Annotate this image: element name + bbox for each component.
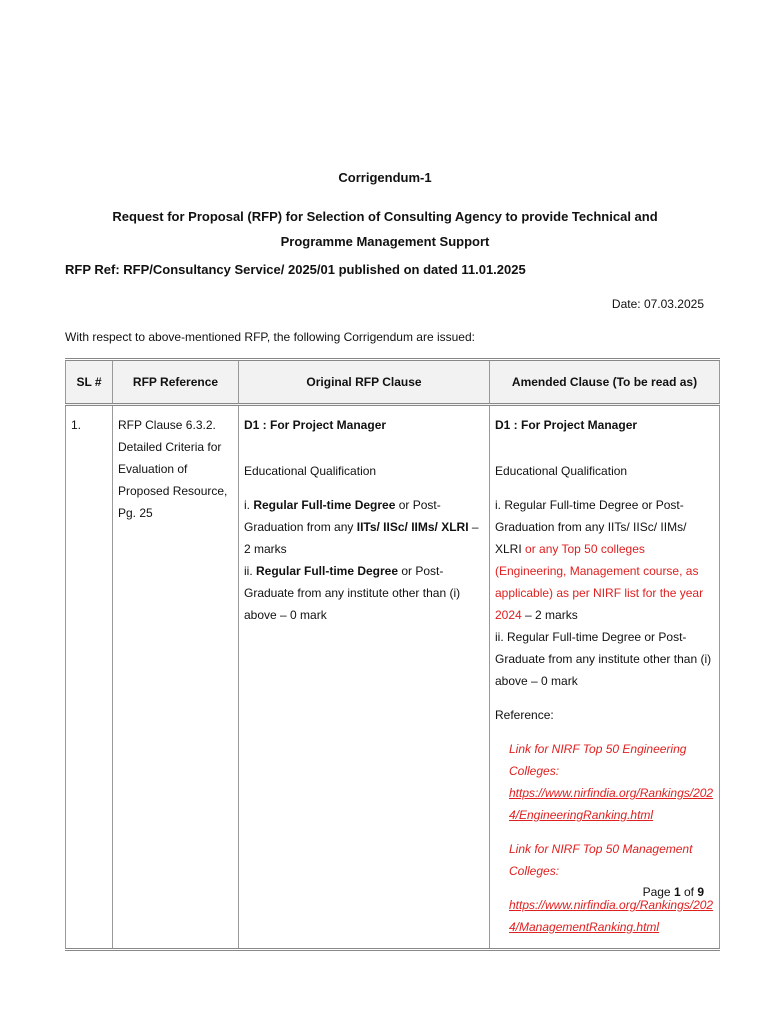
eng-ranking-link[interactable]: https://www.nirfindia.org/Rankings/2024/EngineeringRanking.html [509,786,714,822]
cell-original-clause [239,405,490,950]
header-sl: SL # [66,360,113,405]
corrigendum-table [65,358,720,951]
amended-reference-label: Reference: [495,708,554,722]
amended-edu-label: Educational Qualification [495,464,628,478]
eng-link-label: Link for NIRF Top 50 Engineering Colleges: [509,742,687,778]
amended-heading: D1 : For Project Manager [495,418,638,432]
mgmt-link-label: Link for NIRF Top 50 Management Colleges: [509,842,693,878]
mgmt-ranking-link[interactable]: https://www.nirfindia.org/Rankings/2024/ManagementRanking.html [509,898,714,934]
original-heading: D1 : For Project Manager [244,418,387,432]
header-rfp-reference: RFP Reference [113,360,239,405]
cell-amended-clause [490,405,720,950]
original-item-i: i. Regular Full-time Degree or Post-Graduation from any IITs/ IISc/ IIMs/ XLRI – 2 marks [244,498,479,556]
table-row [66,405,720,950]
original-item-ii: ii. Regular Full-time Degree or Post-Graduate from any institute other than (i) above – 0 mark [244,564,461,622]
header-amended-clause: Amended Clause (To be read as) [490,360,720,405]
rfp-reference-line: RFP Ref: RFP/Consultancy Service/ 2025/01 published on dated 11.01.2025 [65,262,526,277]
intro-text: With respect to above-mentioned RFP, the following Corrigendum are issued: [65,330,475,344]
issue-date: Date: 07.03.2025 [611,297,704,311]
cell-sl: 1. [66,405,113,950]
document-title: Corrigendum-1 [338,170,432,185]
table-header-row [66,360,720,405]
rfp-subject: Request for Proposal (RFP) for Selection of Consulting Agency to provide Technical and Programme Management Support [112,209,658,249]
amended-item-i: i. Regular Full-time Degree or Post-Graduation from any IITs/ IISc/ IIMs/ XLRI or any Top 50 colleges (Engineering, Management course, as applicable) as per NIRF list for the year 2024 – 2 marks [495,498,704,622]
page-number: Page 1 of 9 [642,885,704,899]
amended-item-ii: ii. Regular Full-time Degree or Post-Graduate from any institute other than (i) above – 0 mark [495,630,712,688]
header-original-clause: Original RFP Clause [239,360,490,405]
original-edu-label: Educational Qualification [244,464,377,478]
cell-rfp-reference: RFP Clause 6.3.2. Detailed Criteria for Evaluation of Proposed Resource, Pg. 25 [113,405,239,950]
